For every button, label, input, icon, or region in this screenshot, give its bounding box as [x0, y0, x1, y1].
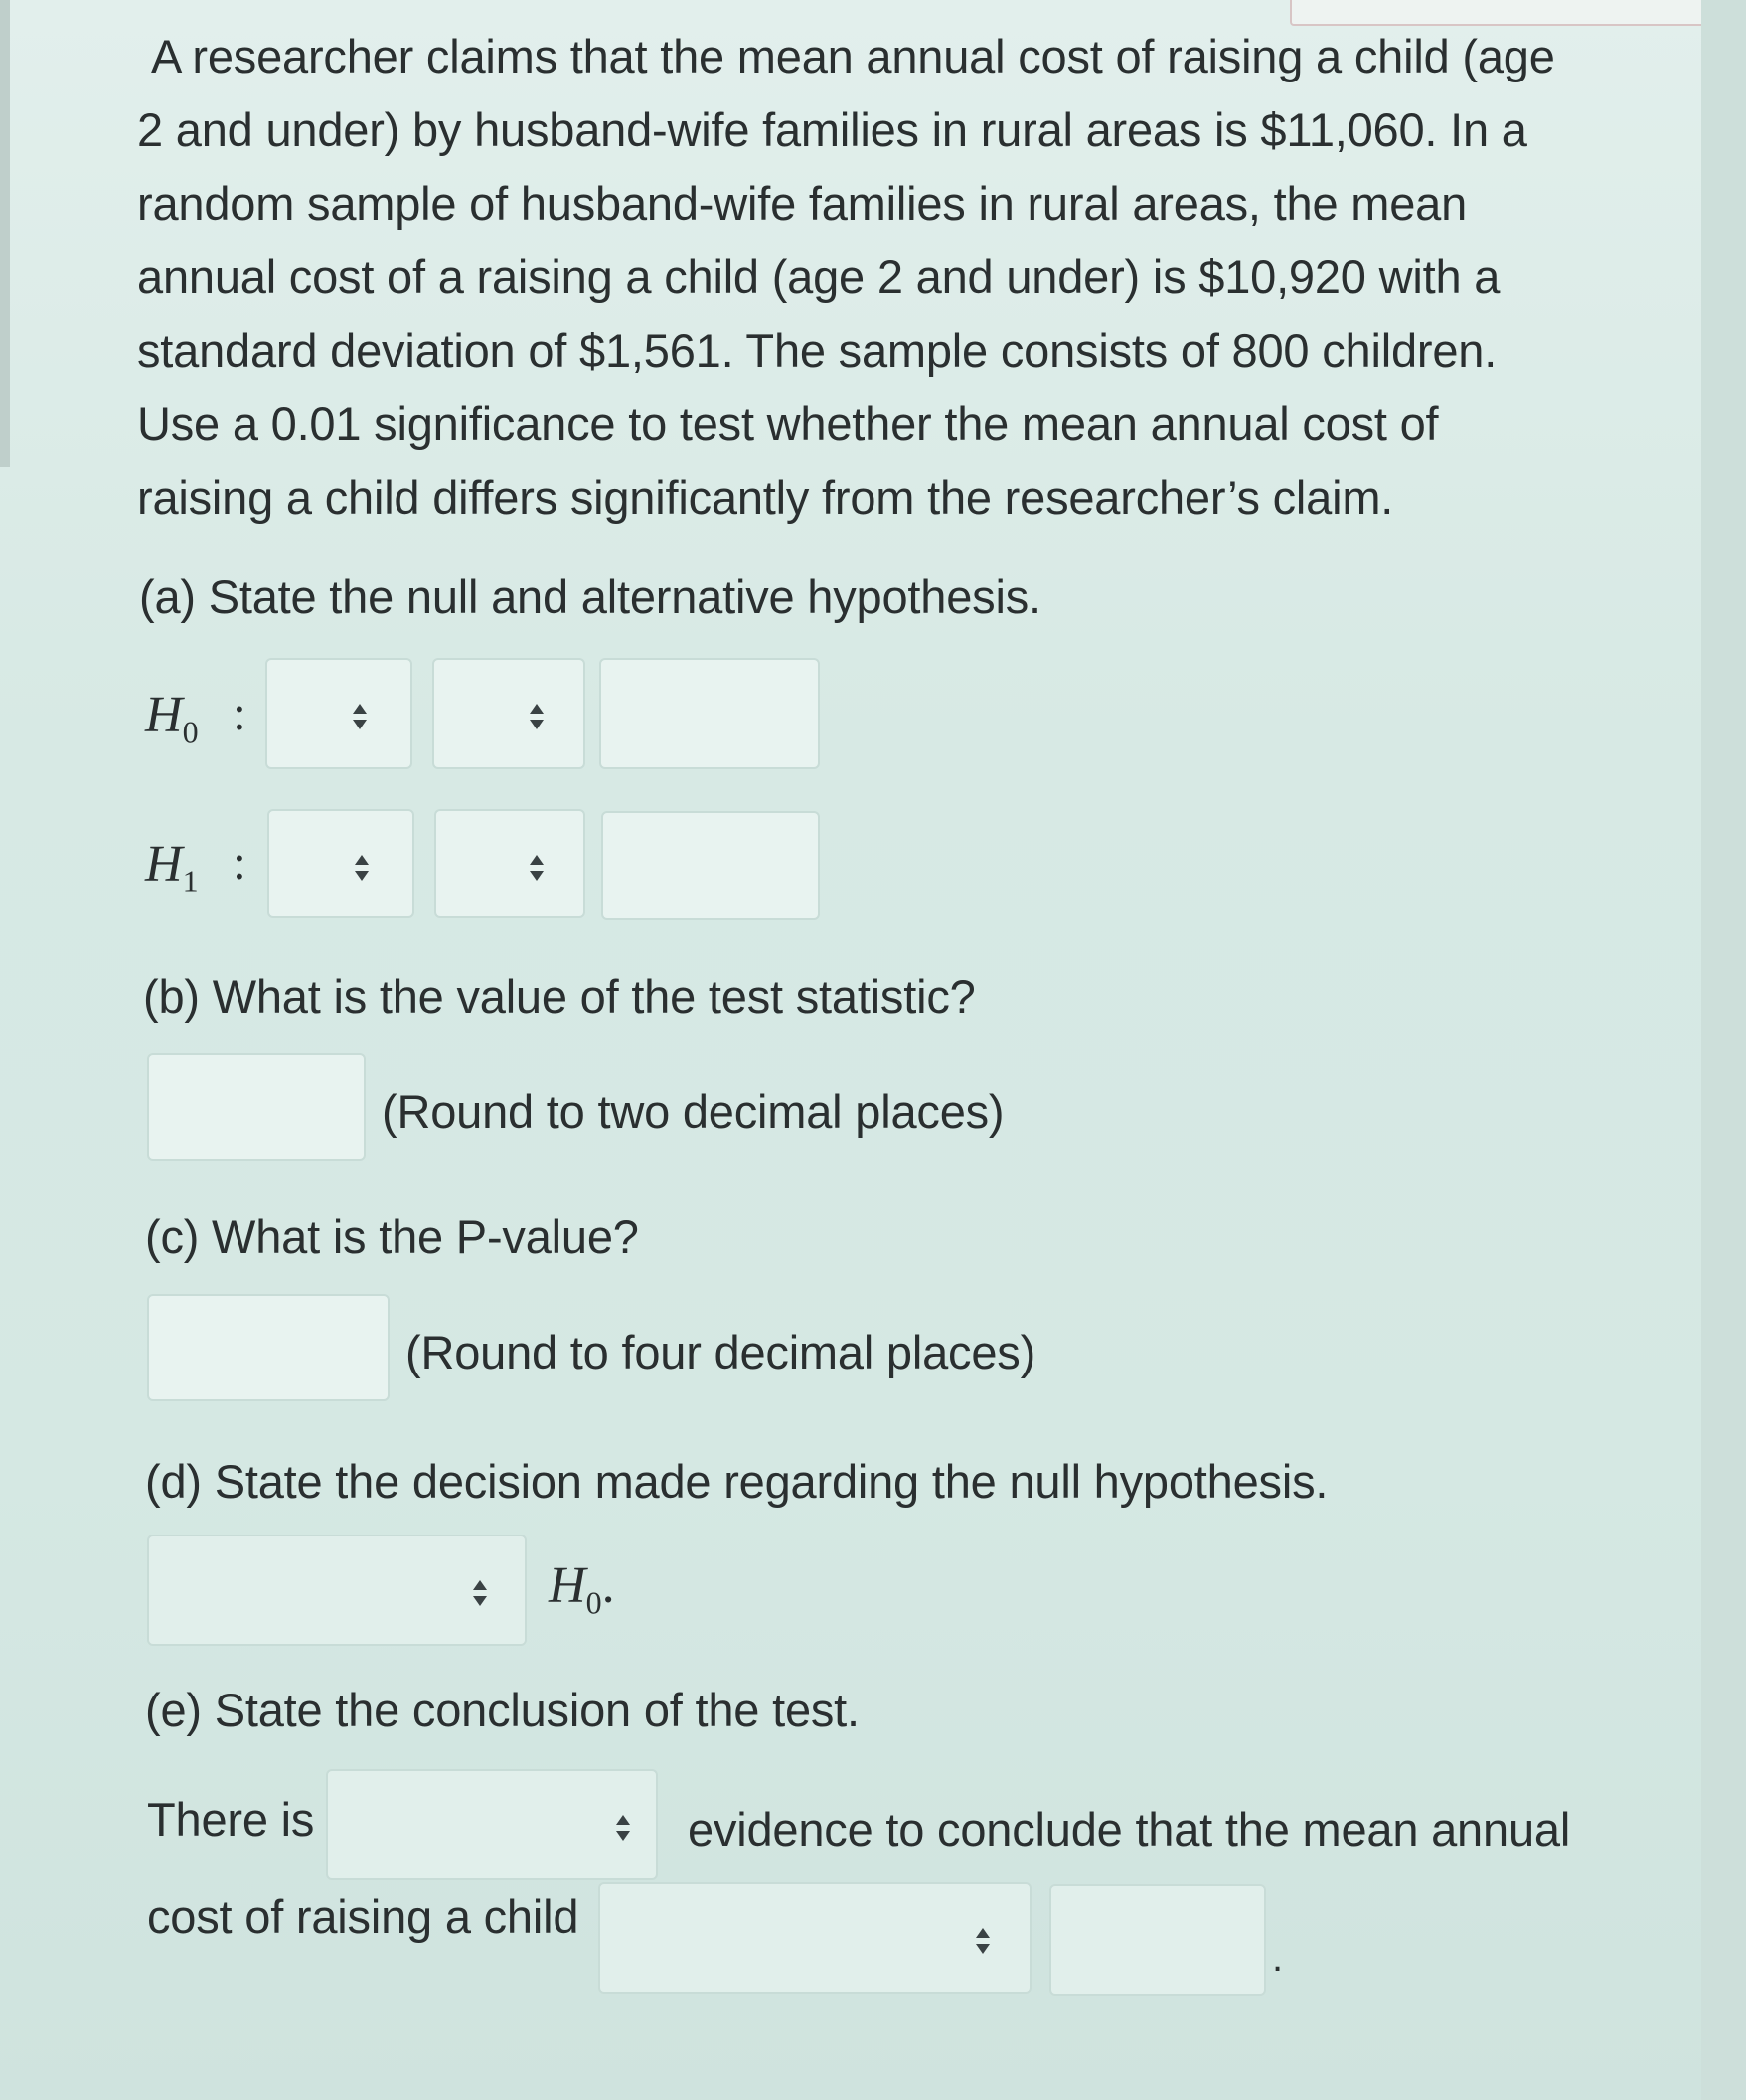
updown-arrows-icon — [530, 855, 544, 881]
h1-parameter-select[interactable] — [267, 809, 414, 918]
h0-label: $H_0$ — [145, 687, 199, 750]
h1-relation-select[interactable] — [434, 809, 585, 918]
updown-arrows-icon — [530, 704, 544, 729]
updown-arrows-icon — [353, 704, 367, 729]
part-a-prompt: (a) State the null and alternative hypothesis. — [139, 570, 1041, 623]
right-edge-strip — [1701, 0, 1746, 2100]
h1-value-input[interactable] — [601, 811, 820, 920]
cost-text: cost of raising a child — [147, 1890, 579, 1943]
problem-line: Use a 0.01 significance to test whether the mean annual cost of — [137, 398, 1439, 450]
evidence-level-select[interactable] — [326, 1769, 658, 1880]
problem-line: standard deviation of $1,561. The sample consists of 800 children. — [137, 324, 1498, 377]
part-d-prompt: (d) State the decision made regarding the null hypothesis. — [145, 1455, 1329, 1508]
p-value-input[interactable] — [147, 1294, 390, 1401]
part-c-hint: (Round to four decimal places) — [405, 1326, 1036, 1378]
updown-arrows-icon — [616, 1815, 630, 1841]
problem-line: raising a child differs significantly from the researcher’s claim. — [137, 471, 1394, 524]
there-is-text: There is — [147, 1793, 315, 1846]
h1-colon: : — [233, 834, 246, 889]
part-e-prompt: (e) State the conclusion of the test. — [145, 1684, 860, 1736]
evidence-text: evidence to conclude that the mean annual — [688, 1803, 1571, 1856]
problem-line: annual cost of a raising a child (age 2 and under) is $10,920 with a — [137, 250, 1501, 303]
problem-line: random sample of husband-wife families in rural areas, the mean — [137, 177, 1468, 230]
conclusion-value-input[interactable] — [1049, 1884, 1266, 1996]
test-statistic-input[interactable] — [147, 1053, 366, 1161]
updown-arrows-icon — [355, 855, 369, 881]
problem-line: A researcher claims that the mean annual cost of raising a child (age — [151, 30, 1555, 82]
part-c-prompt: (c) What is the P-value? — [145, 1211, 639, 1263]
decision-select[interactable] — [147, 1535, 527, 1646]
updown-arrows-icon — [473, 1580, 487, 1606]
left-edge-shadow — [0, 0, 10, 467]
problem-line: 2 and under) by husband-wife families in rural areas is $11,060. In a — [137, 103, 1527, 156]
h0-colon: : — [233, 685, 246, 740]
problem-statement — [137, 20, 1555, 535]
h1-label: $H_1$ — [145, 836, 199, 899]
decision-h0-label: $H_0$. — [549, 1557, 615, 1621]
h0-parameter-select[interactable] — [265, 658, 412, 769]
comparison-select[interactable] — [598, 1882, 1032, 1994]
h0-value-input[interactable] — [599, 658, 820, 769]
h0-relation-select[interactable] — [432, 658, 585, 769]
part-b-prompt: (b) What is the value of the test statistic? — [143, 970, 976, 1023]
updown-arrows-icon — [976, 1928, 990, 1954]
part-b-hint: (Round to two decimal places) — [382, 1085, 1005, 1138]
conclusion-period: . — [1272, 1936, 1284, 1980]
